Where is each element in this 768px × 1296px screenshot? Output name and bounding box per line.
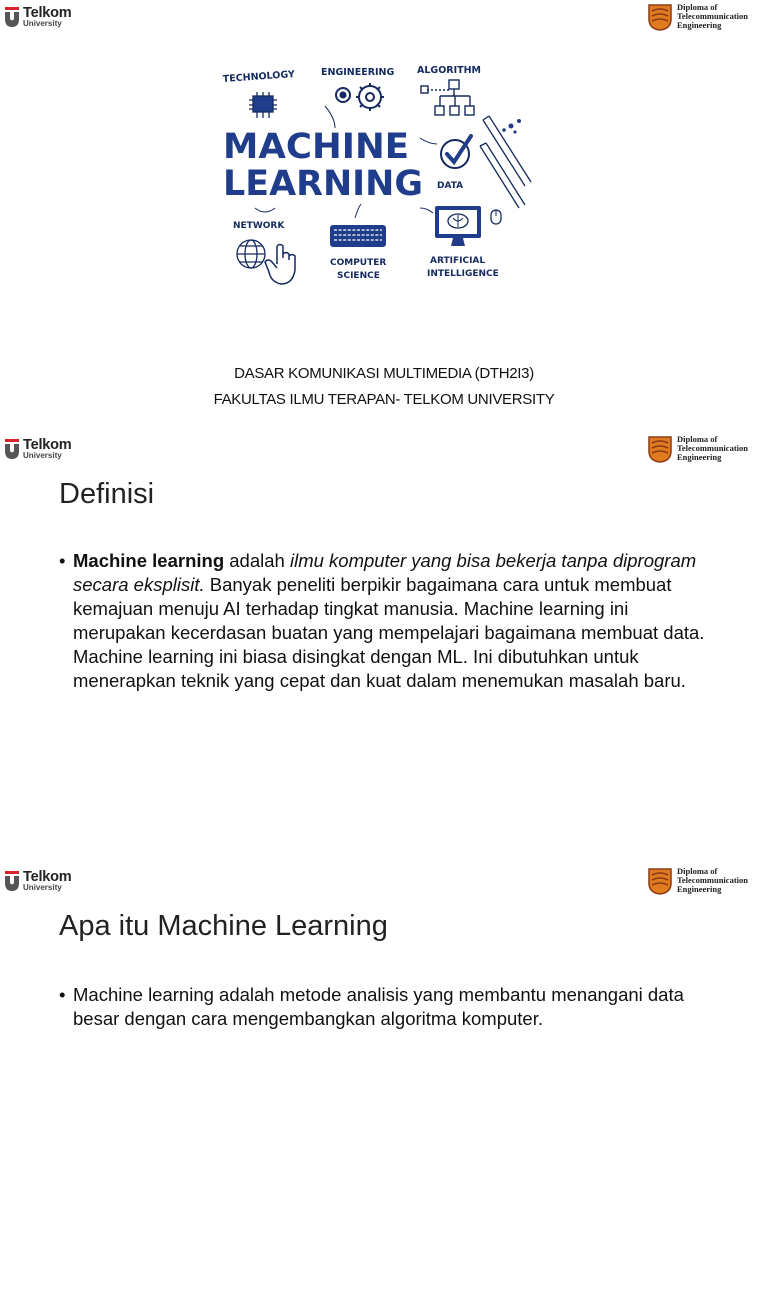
bullet-dot: • <box>59 550 66 571</box>
telkom-university-logo <box>5 869 85 895</box>
definition-body <box>59 549 709 693</box>
machine-learning-illustration <box>215 58 535 290</box>
dte-line-1: Diploma of <box>677 2 718 12</box>
faculty-title: FAKULTAS ILMU TERAPAN- TELKOM UNIVERSITY <box>213 391 555 408</box>
label-technology: TECHNOLOGY <box>222 68 296 85</box>
dte-seal-icon <box>647 435 673 463</box>
dte-line-2: Telecommunication <box>677 443 748 453</box>
flowchart-icon <box>421 80 474 115</box>
dte-logo <box>647 435 768 465</box>
slide-apa-itu <box>0 864 768 1296</box>
dte-line-3: Engineering <box>677 452 722 462</box>
bullet-item <box>59 549 709 693</box>
telkom-university-logo <box>5 437 85 463</box>
label-data: DATA <box>437 181 464 191</box>
telkom-sub: University <box>23 451 62 460</box>
label-algorithm: ALGORITHM <box>417 65 482 76</box>
dte-text <box>677 3 748 30</box>
course-title: DASAR KOMUNIKASI MULTIMEDIA (DTH2I3) <box>234 365 534 382</box>
slide-heading: Definisi <box>59 478 155 510</box>
bullet-dot: • <box>59 984 66 1005</box>
label-science: SCIENCE <box>337 271 380 281</box>
telkom-logo-icon <box>5 7 19 27</box>
word-machine: MACHINE <box>223 127 409 167</box>
term-bold: Machine learning <box>73 550 225 571</box>
chip-icon <box>249 92 277 118</box>
pencils-icon <box>480 116 531 208</box>
dte-line-1: Diploma of <box>677 866 718 876</box>
keyboard-icon <box>330 225 386 247</box>
slide-title <box>0 0 768 432</box>
telkom-university-logo <box>5 5 85 31</box>
dte-text <box>677 435 748 462</box>
dte-line-2: Telecommunication <box>677 11 748 21</box>
telkom-sub: University <box>23 19 62 28</box>
globe-icon <box>237 240 265 268</box>
dte-text <box>677 867 748 894</box>
check-circle-icon <box>441 136 471 168</box>
slide-definisi <box>0 432 768 864</box>
gears-icon <box>336 83 384 111</box>
slide-heading: Apa itu Machine Learning <box>59 910 388 942</box>
label-intelligence: INTELLIGENCE <box>427 269 499 279</box>
telkom-logo-icon <box>5 871 19 891</box>
bullet-text: Machine learning adalah metode analisis yang membantu menangani data besar dengan cara mengembangkan algoritma komputer. <box>73 984 684 1029</box>
label-artificial: ARTIFICIAL <box>430 256 486 266</box>
computer-monitor-icon <box>435 206 501 246</box>
dte-line-1: Diploma of <box>677 434 718 444</box>
label-network: NETWORK <box>233 221 285 231</box>
definition-rest: Banyak peneliti berpikir bagaimana cara untuk membuat kemajuan menuju AI terhadap tingkat manusia. Machine learning ini merupakan kecerdasan buatan yang mempelajari bagaimana membuat data. Machine learning ini biasa disingkat dengan ML. Ini dibutuhkan untuk menerapkan teknik yang cepat dan kuat dalam menemukan masalah baru. <box>73 574 705 691</box>
telkom-name: Telkom <box>23 437 72 453</box>
dte-line-3: Engineering <box>677 884 722 894</box>
pointer-hand-icon <box>265 245 295 285</box>
connector-text: adalah <box>224 550 290 571</box>
dte-line-3: Engineering <box>677 20 722 30</box>
telkom-sub: University <box>23 883 62 892</box>
telkom-name: Telkom <box>23 869 72 885</box>
definition-italic: ilmu komputer yang bisa bekerja tanpa diprogram secara eksplisit. <box>73 550 697 595</box>
dte-seal-icon <box>647 3 673 31</box>
label-computer: COMPUTER <box>330 258 387 268</box>
telkom-logo-icon <box>5 439 19 459</box>
dte-logo <box>647 3 768 33</box>
word-learning: LEARNING <box>223 164 423 204</box>
dte-line-2: Telecommunication <box>677 875 748 885</box>
dte-seal-icon <box>647 867 673 895</box>
telkom-name: Telkom <box>23 5 72 21</box>
dte-logo <box>647 867 768 897</box>
label-engineering: ENGINEERING <box>321 67 395 78</box>
